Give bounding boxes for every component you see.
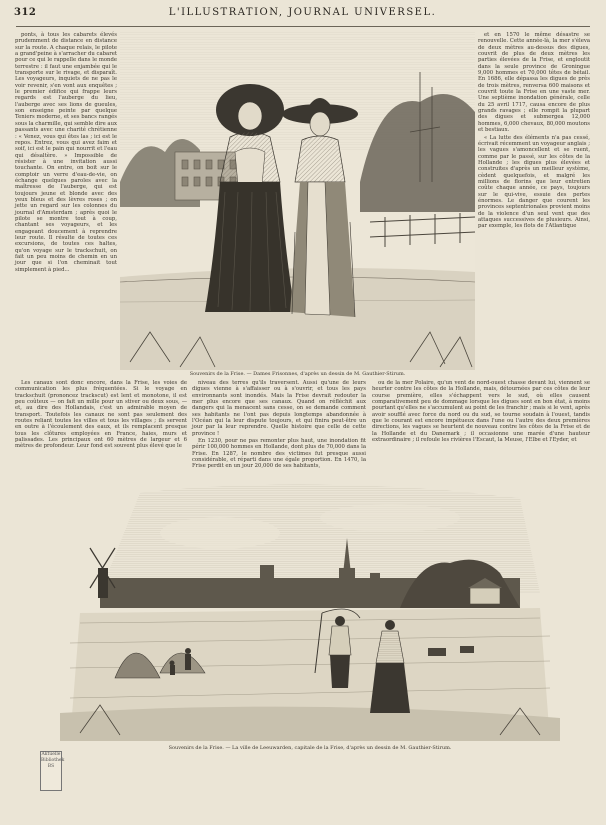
running-title: L'ILLUSTRATION, JOURNAL UNIVERSEL. <box>168 7 437 18</box>
left-column <box>15 32 117 374</box>
page-header <box>10 4 595 22</box>
middle-column-1-text: Les canaux sont donc encore, dans la Frise, les voies de communication les plus fréquentées. Si le voyage en trackschuit (prononcez trackscut) est lent et monotone, il est peu coûteux — on fait un mille pour un stiver ou deux sous, — et, au dire des Hollandais, c'est un admirable moyen de transport. Toutefois les canaux ne sont pas seulement des routes reliant toutes les villes et tous les villages ; ils servent en outre à l'écoulement des eaux, et ils remplacent presque tous les clôtures employées en France, haies, murs et palissades. Les principaux ont 60 mètres de largeur et 6 mètres de profondeur. Leur fond est souvent plus élevé que le <box>15 380 187 450</box>
middle-column-2 <box>192 380 366 470</box>
right-paragraph-2: « La lutte des éléments n'a pas cessé, écrivait récemment un voyageur anglais ; les vagues s'amoncellent et se ruent, comme par le passé, sur les côtes de la Hollande ; les digues plus élevées et construites d'après un meilleur système, cèdent quelquefois, et malgré les millions de florins que leur entretien coûte chaque année, ce pays, toujours sur le qui-vive, essuie des pertes énormes. Le danger que courent les provinces septentrionales provient moins de la violence d'un seul vent que des attaques successives de plusieurs. Ainsi, par exemple, les flots de l'Atlantique <box>478 134 590 230</box>
bottom-illustration <box>60 473 560 741</box>
frisian-ladies-engraving <box>120 32 475 370</box>
stamp-line-3: BS <box>47 764 55 769</box>
library-stamp <box>40 751 65 791</box>
middle-column-3 <box>372 380 590 458</box>
page-number: 312 <box>14 7 37 18</box>
top-figure-caption: Souvenirs de la Frise. — Dames Frisonnes, d'après un dessin de M. Gauthier-Stirum. <box>189 371 406 377</box>
stamp-line-2: Bibliothek <box>41 758 65 763</box>
middle-column-2-para-2: En 1230, pour ne pas remonter plus haut, une inondation fit périr 100,000 hommes en Hollande, dont plus de 70,000 dans la Frise. En 1287, le nombre des victimes fut presque aussi considérable, et réparti dans une égale proportion. En 1470, la Frise perdit en un jour 20,000 de ses habitants, <box>192 438 366 470</box>
stamp-line-1: Aktuelle <box>41 752 61 757</box>
header-rule <box>16 26 590 27</box>
middle-column-2-para-1: niveau des terres qu'ils traversent. Aussi qu'une de leurs digues vienne à s'affaisser ou à s'ouvrir, et tous les pays environnants sont inondés. Mais la Frise devrait redouter la mer plus encore que ses canaux. Quand on réfléchit aux dangers qui la menacent sans cesse, on se demande comment ses habitants ne l'ont pas depuis longtemps abandonnée à l'Océan qui la leur dispute toujours, et qui finira peut-être un jour par la leur reprendre. Quelle histoire que celle de cette province ! <box>192 380 366 437</box>
middle-column-3-text: ou de la mer Polaire, qu'un vent de nord-ouest chasse devant lui, viennent se heurter contre les côtes de la Hollande, mais, détournées par ces côtes de leur course première, elles s'échappent vers le sud, où elles causent comparativement peu de dommage lorsque les digues sont en bon état, à moins pourtant qu'elles ne s'accumulent au point de les franchir ; mais si le vent, après avoir soufflé avec force du nord ou du sud, se tourne soudain à l'ouest, tandis que le courant est encore impétueux dans l'une ou l'autre des deux premières directions, les vagues se heurtent de nouveau contre les côtes de la Frise et de la Hollande et du Danemark ; il occasionne une marée d'une hauteur extraordinaire ; il refoule les rivières l'Escaut, la Meuse, l'Elbe et l'Eyder, et <box>372 380 590 444</box>
right-column <box>478 32 590 374</box>
middle-column-1 <box>15 380 187 458</box>
bottom-figure-caption: Souvenirs de la Frise. — La ville de Leeuwarden, capitale de la Frise, d'après un dessin de M. Gauthier-Stirum. <box>168 745 452 751</box>
right-paragraph-1: et en 1570 le même désastre se renouvelle. Cette année-là, la mer s'éleva de deux mètres au-dessus des digues, couvrit de plus de deux mètres les parties élevées de la Frise, et engloutit dans la seule province de Groningue 9,000 hommes et 70,000 têtes de bétail. En 1686, elle dépassa les digues de près de trois mètres, renversa 600 maisons et couvrit toute la Frise en une vaste mer. Une septième inondation générale, celle du 25 avril 1717, causa encore de plus grands ravages ; elle rompit la plupart des digues et submergea 12,000 hommes, 6,000 chevaux, 80,000 moutons et bestiaux. <box>478 32 590 134</box>
top-illustration <box>120 32 475 370</box>
left-paragraph-1: ponts, à tous les cabarets élevés prudemment de distance en distance sur la route. A chaque relais, le pilote a grand'peine à s'arracher du cabaret pour ce qui le rappelle dans le monde terrestre : il faut une enjambée qui le transporte sur le rivage, et disparaît. Les voyageurs, inquiets de ne pas le voir revenir, s'en vont aux enquêtes ; le premier édifice qui frappe leurs regards est l'auberge du lieu, l'auberge avec ses lions de gueules, son enseigne peinte par quelque Teniers moderne, et ses bancs rangés sous la charmille, qui semble dire aux passants avec une charité chrétienne : « Venez, vous qui êtes las ; ici est le repos. Entrez, vous qui avez faim et soif, ici est le pain qui nourrit et l'eau qui désaltère. » Impossible de résister à une invitation aussi touchante. On entre, on boit sur le comptoir un verre d'eau-de-vie, on échange quelques paroles avec la maîtresse de l'auberge, qui est toujours jeune et blonde avec des yeux bleus et des lèvres roses ; on jette un regard sur les colonnes du journal d'Amsterdam ; après quoi le pilote se montre tout à coup, chantant ses voyageurs, et les engageant doucement à reprendre leur route. Il résulte de toutes ces excursions, de toutes ces haltes, qu'on voyage sur le trackschuit, on fait un peu moins de chemin en un jour que si l'on cheminait tout simplement à pied... <box>15 32 117 273</box>
leeuwarden-view-engraving <box>60 473 560 741</box>
